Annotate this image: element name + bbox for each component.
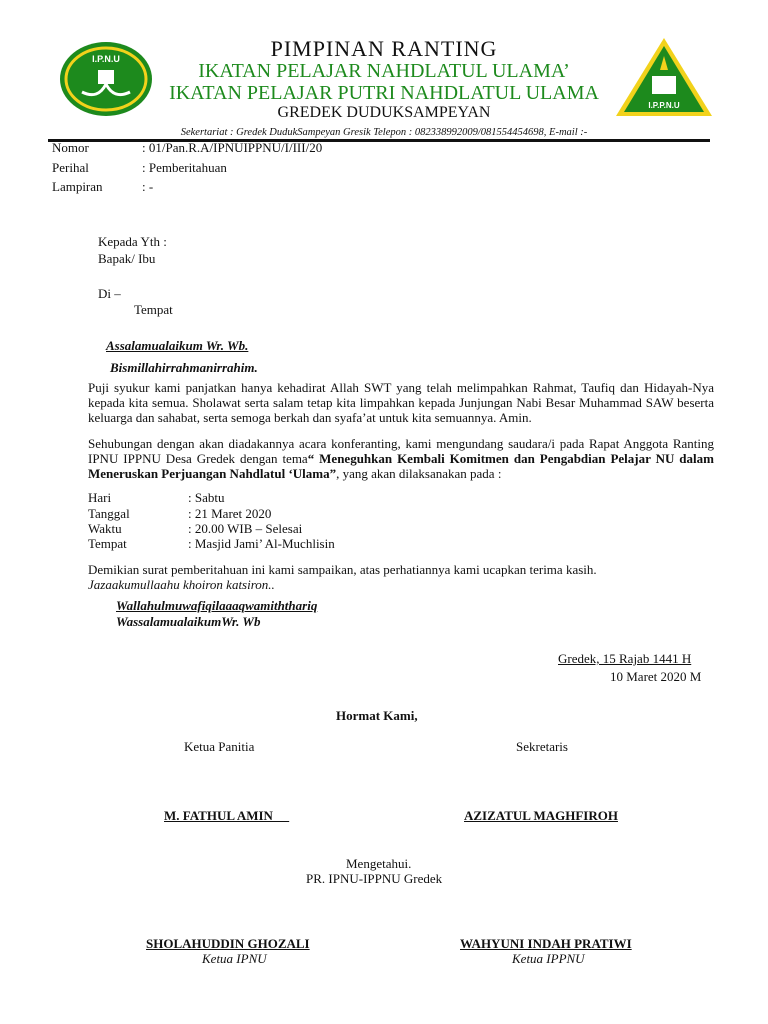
perihal-label: Perihal [52, 160, 89, 175]
schedule-tempat-label: Tempat [88, 536, 127, 551]
lampiran-label: Lampiran [52, 179, 103, 194]
name-ketua-ippnu: WAHYUNI INDAH PRATIWI [460, 936, 632, 951]
body-paragraph-2-intro: Sehubungan dengan akan diadakannya acara konferanting, kami mengundang saudara/i pada Rapat Anggota Ranting IPNU IPPNU Desa Gredek dengan tema [88, 436, 714, 466]
schedule-tanggal-label: Tanggal [88, 506, 130, 521]
schedule-tanggal-value: : 21 Maret 2020 [188, 506, 272, 521]
mengetahui-org: PR. IPNU-IPPNU Gredek [306, 871, 443, 886]
perihal-value: : Pemberitahuan [142, 160, 227, 175]
body-paragraph-2 [88, 436, 714, 481]
ipnu-logo-text: I.P.N.U [92, 54, 120, 64]
letterhead-org-ippnu: IKATAN PELAJAR PUTRI NAHDLATUL ULAMA [169, 82, 599, 104]
date-masehi: 10 Maret 2020 M [610, 669, 702, 684]
schedule-waktu-label: Waktu [88, 521, 122, 536]
lampiran-value: : - [142, 179, 154, 194]
schedule-hari-label: Hari [88, 490, 112, 505]
mengetahui: Mengetahui. [346, 856, 412, 871]
letterhead-branch: GREDEK DUDUKSAMPEYAN [277, 104, 491, 121]
event-theme: “ Meneguhkan Kembali Komitmen dan Pengabdian Pelajar NU dalam Meneruskan Perjuangan Nahdlatul ‘Ulama” [88, 451, 714, 481]
closing-paragraph: Demikian surat pemberitahuan ini kami sampaikan, atas perhatiannya kami ucapkan terima kasih. [88, 562, 597, 577]
letterhead-org-ipnu: IKATAN PELAJAR NAHDLATUL ULAMA’ [198, 60, 570, 82]
nomor-value: : 01/Pan.R.A/IPNUIPPNU/I/III/20 [142, 140, 323, 155]
body-paragraph-1: Puji syukur kami panjatkan hanya kehadirat Allah SWT yang telah melimpahkan Rahmat, Taufiq dan Hidayah-Nya kepada kita semua. Sholawat serta salam tetap kita limpahkan kepada Junjungan Nabi Besar Muhammad SAW beserta keluarga dan sahabat, serta semoga berkah dan syafa’at untuk kita semuannya. Amin. [88, 380, 714, 425]
title-ketua-ipnu: Ketua IPNU [202, 951, 267, 966]
salam-opening: Assalamualaikum Wr. Wb. [106, 338, 249, 353]
bismillah: Bismillahirrahmanirrahim. [110, 360, 258, 375]
recipient-bapak-ibu: Bapak/ Ibu [98, 251, 156, 266]
schedule-waktu-value: : 20.00 WIB – Selesai [188, 521, 303, 536]
hormat-kami: Hormat Kami, [336, 708, 418, 723]
name-sekretaris: AZIZATUL MAGHFIROH [464, 808, 618, 823]
letterhead-address: Sekertariat : Gredek DudukSampeyan Gresik Telepon : 082338992009/081554454698, E-mail :- [180, 127, 588, 138]
ippnu-logo-text: I.P.P.N.U [648, 101, 680, 110]
body-paragraph-2-outro: , yang akan dilaksanakan pada : [336, 466, 502, 481]
letterhead-title: PIMPINAN RANTING [270, 36, 498, 61]
name-ketua-panitia: M. FATHUL AMIN [164, 808, 290, 823]
schedule-hari-value: : Sabtu [188, 490, 225, 505]
salam-closing: WassalamualaikumWr. Wb [116, 614, 261, 629]
wallahul-muwafiq: Wallahulmuwafiqilaaaqwamiththariq [116, 598, 318, 613]
title-ketua-ippnu: Ketua IPPNU [512, 951, 585, 966]
recipient-di: Di – [98, 286, 121, 301]
nomor-label: Nomor [52, 140, 89, 155]
recipient-tempat: Tempat [134, 302, 173, 317]
recipient-kepada: Kepada Yth : [98, 234, 167, 249]
role-ketua-panitia: Ketua Panitia [184, 739, 255, 754]
role-sekretaris: Sekretaris [516, 739, 568, 754]
name-ketua-ipnu: SHOLAHUDDIN GHOZALI [146, 936, 310, 951]
jazaakumullah: Jazaakumullaahu khoiron katsiron.. [88, 577, 275, 592]
date-hijri: Gredek, 15 Rajab 1441 H [558, 651, 692, 666]
schedule-tempat-value: : Masjid Jami’ Al-Muchlisin [188, 536, 335, 551]
